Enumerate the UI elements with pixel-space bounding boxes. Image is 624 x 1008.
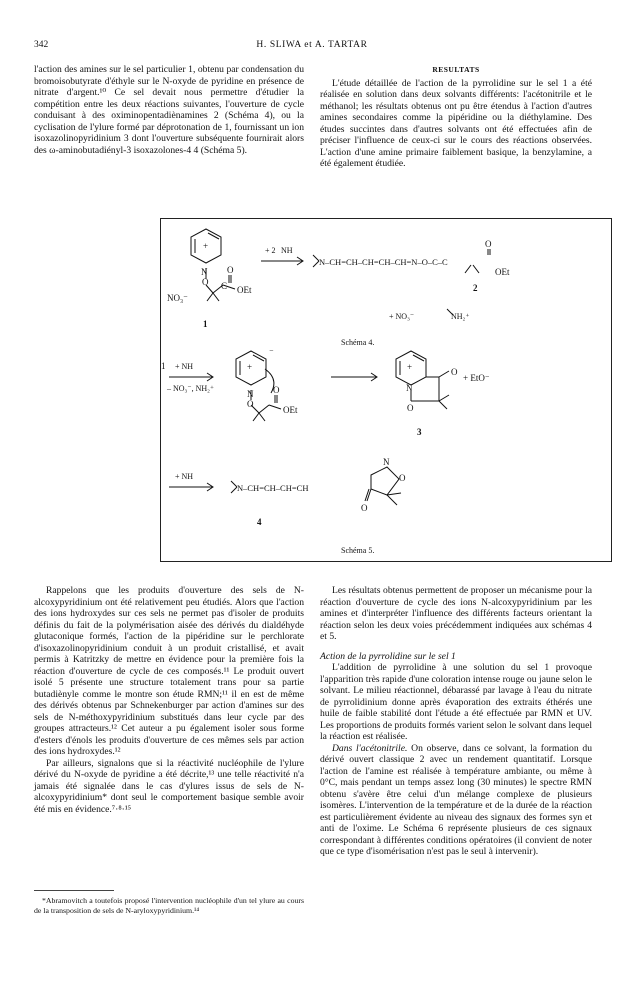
- ylid-oet: OEt: [283, 405, 298, 415]
- compound-label-3: 3: [417, 427, 422, 437]
- product3-ketone-o: O: [451, 367, 458, 377]
- page-number: 342: [34, 40, 49, 50]
- carbonyl-o-label: O: [227, 265, 234, 275]
- compound-label-2: 2: [473, 283, 478, 293]
- top-right-column: [320, 64, 592, 170]
- schemes-drawing: [161, 219, 611, 561]
- bottom-right-column: [320, 585, 592, 858]
- scheme5-reagent: + NH: [175, 362, 194, 371]
- top-left-column: [34, 64, 304, 156]
- paragraph: l'action des amines sur le sel particulier 1, obtenu par condensation du bromoisobutyrate d'éthyle sur le N-oxyde de pyridine en présence de nitrate d'argent.¹⁰ Ce sel devait nous permettre d'étudier la compétition entre les deux réactions suivantes, l'ouverture de cycle conduisant à des oximinopentadiènamines 2 (Schéma 4), ou la cyclisation de l'ylure formé par déprotonation de 1, fournissant un ion isoxazolinopyridinium 3 dont l'ouverture subséquente fournirait alors des ω-aminobutadiényl-3 isoxazolones-4 4 (Schéma 5).: [34, 64, 304, 156]
- scheme5-reagent-2: + NH: [175, 472, 194, 481]
- amine-label: NH: [281, 246, 293, 255]
- section-heading: RESULTATS: [432, 65, 480, 74]
- o-label: O: [202, 277, 209, 287]
- ylid-carbonyl-o: O: [273, 385, 280, 395]
- running-header: [34, 40, 590, 54]
- product3-o: O: [407, 403, 414, 413]
- nitrate-label: NO₃⁻: [167, 293, 188, 303]
- byproduct-ammonium: NH₂⁺: [451, 312, 470, 321]
- paragraph: Par ailleurs, signalons que si la réactivité nucléophile de l'ylure dérivé du N-oxyde de pyridine a été décrite,¹³ une telle réactivité n'a jamais été signalée dans le cas d'ylures issus de sels de N-alcoxypyridinium* dont seul le comportement basique semble avoir été mis en évidence.⁷·⁸·¹⁵: [34, 757, 304, 815]
- footnote: *Abramovitch a toutefois proposé l'intervention nucléophile d'un tel ylure au cours de la transposition de sels de N-aryloxypyridinium.¹⁴: [34, 896, 304, 915]
- bottom-left-column: [34, 585, 304, 815]
- paragraph: [320, 743, 592, 858]
- start-label-1: 1: [161, 361, 166, 371]
- ester-c-label: C: [221, 281, 228, 291]
- compound-label-1: 1: [203, 319, 208, 329]
- footnote-rule: [34, 890, 114, 891]
- scheme5-reagent-loss: – NO₃⁻, NH₂⁺: [167, 384, 215, 393]
- paragraph: L'addition de pyrrolidine à une solution du sel 1 provoque l'apparition très rapide d'une coloration intense rouge ou jaune selon le solvant. Le milieu réactionnel, débarassé par lavage à l'eau du nitrate de pyrrolidinium donne après évaporation des extraits éthérés une huile de faible stabilité dont l'étude a été effectuée par RMN et UV. Les proportions de produits formés varient selon le solvant dans lequel la réaction est réalisée.: [320, 662, 592, 742]
- product-carbonyl-o: O: [485, 239, 492, 249]
- product3-plus: +: [407, 362, 413, 372]
- paragraph: L'étude détaillée de l'action de la pyrrolidine sur le sel 1 a été réalisée en solution dans deux solvants différents: l'acétonitrile et le méthanol; les résultats obtenus ont pu être étendus à l'action d'autres amines secondaires comme la pipéridine ou la diéthylamine. Des études succintes dans d'autres solvants ont été effectuées afin de préciser l'influence de ceux-ci sur le cours des réactions observées. L'action d'une amine primaire faiblement basique, la benzylamine, a été également étudiée.: [320, 77, 592, 169]
- reagent-label: + 2: [265, 246, 276, 255]
- oet-label: OEt: [237, 285, 252, 295]
- paragraph-body: On observe, dans ce solvant, la formation du dérivé ouvert classique 2 avec un rendement quantitatif. Lorsque l'action de l'amine est réalisée à température ambiante, ou même à 0°C, mais pendant un temps assez long (30 minutes) le spectre RMN obtenu s'avère être celui d'un mélange complexe de plusieurs isomères. L'intervention de la température et de la durée de la réaction est particulièrement évidente au niveau des signaux des formes syn et anti de l'oxime. Le Schéma 6 représente plusieurs de ces signaux correspondant à différentes conditions opératoires (il convient de noter que ce type d'isomérisation n'est pas le seul à intervenir).: [320, 742, 593, 857]
- product-oet: OEt: [495, 267, 510, 277]
- isoxazolone-carbonyl-o: O: [361, 503, 368, 513]
- isoxazolone-n: N: [383, 457, 390, 467]
- paragraph: Rappelons que les produits d'ouverture des sels de N-alcoxypyridinium ont été relativement peu étudiés. Alors que l'action des ions hydroxydes sur ces sels ne permet pas d'isoler de produits définis du fait de la polymérisation aisée des dérivés du dialdéhyde glutaconique formés, l'action de la pipéridine sur le perchlorate d'isoxazolinopyridinium conduit à un produit cristallisé, et avait permis à Katritzky de mettre en évidence pour la première fois la réaction d'ouverture de cycle de ces composés.¹¹ Le produit ouvert isolé 5 présente une structure totalement trans pour sa partie butadiènyle comme le montre son étude RMN;¹¹ il en est de même des dérivés obtenus par Schnekenburger par action d'amines sur des sels de N-méthoxypyridinium substitués dans leur cycle par des groupes attracteurs.¹² Cet auteur a pu également isoler sous forme d'esters d'énols les produits d'ouverture de ces mêmes sels par action des ions hydroxydes.¹²: [34, 585, 304, 757]
- paragraph: Les résultats obtenus permettent de proposer un mécanisme pour la réaction d'ouverture de cycle des ions N-alcoxypyridinium par les amines et d'interpréter l'influence des différents facteurs orientant la réaction selon les deux voies précédemment indiquées aux schémas 4 et 5.: [320, 585, 592, 642]
- scheme4-caption: Schéma 4.: [341, 338, 375, 347]
- ring-n-plus: +: [203, 241, 209, 251]
- scheme5-byproduct: + EtO⁻: [463, 373, 490, 383]
- ylid-o: O: [247, 399, 254, 409]
- paragraph-lead: Dans l'acétonitrile.: [332, 742, 408, 754]
- subsection-heading: Action de la pyrrolidine sur le sel 1: [320, 650, 456, 662]
- n-label: N: [201, 267, 208, 277]
- aminobutadienyl-chain: N–CH=CH–CH=CH: [237, 483, 309, 493]
- ylid-n-plus: +: [247, 362, 253, 372]
- reaction-schemes-figure: [160, 218, 612, 562]
- ylid-n: N: [247, 389, 254, 399]
- compound-label-4: 4: [257, 517, 262, 527]
- scheme5-caption: Schéma 5.: [341, 546, 375, 555]
- isoxazolone-ring: [371, 467, 399, 495]
- running-authors: H. SLIWA et A. TARTAR: [256, 40, 368, 50]
- open-chain-product: N–CH=CH–CH=CH–CH=N–O–C–C: [319, 257, 448, 267]
- byproduct-nitrate: + NO₃⁻: [389, 312, 415, 321]
- ylid-minus: ⁻: [269, 347, 274, 357]
- product3-n: N: [406, 383, 413, 393]
- isoxazolone-o: O: [399, 473, 406, 483]
